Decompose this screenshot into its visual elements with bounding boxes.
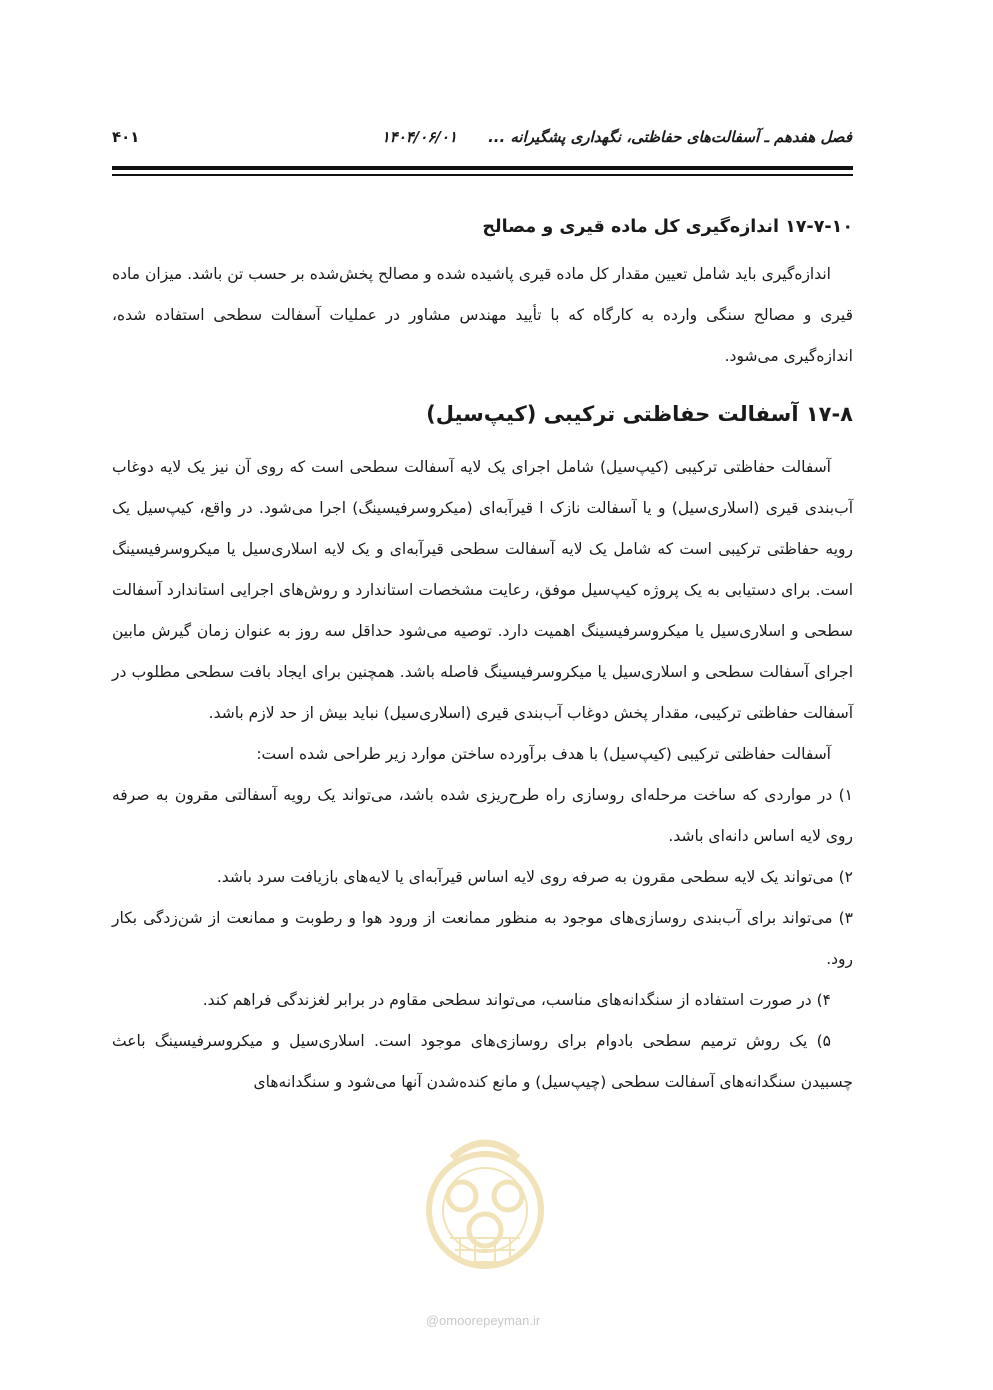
watermark-url: @omoorepeyman.ir — [425, 1313, 541, 1328]
page-body — [112, 212, 853, 1103]
list-item: ۱) در مواردی که ساخت مرحله‌ای روسازی راه طرح‌ریزی شده باشد، می‌تواند یک رویه آسفالتی مقرون به صرفه روی لایه اساس دانه‌ای باشد. — [112, 786, 853, 845]
section-paragraph-2: آسفالت حفاظتی ترکیبی (کیپ‌سیل) با هدف برآورده ساختن موارد زیر طراحی شده است: — [256, 745, 831, 763]
header-rule-thick — [112, 166, 853, 170]
list-item: ۲) می‌تواند یک لایه سطحی مقرون به صرفه روی لایه اساس قیرآبه‌ای یا لایه‌های بازیافت سرد باشد. — [216, 868, 853, 886]
watermark-logo-icon — [400, 1118, 570, 1288]
section-heading: ۱۷-۸ آسفالت حفاظتی ترکیبی (کیپ‌سیل) — [426, 402, 853, 426]
subsection-heading: ۱۷-۷-۱۰ اندازه‌گیری کل ماده قیری و مصالح — [482, 217, 853, 237]
section-paragraph-1: آسفالت حفاظتی ترکیبی (کیپ‌سیل) شامل اجرای یک لایه آسفالت سطحی است که روی آن نیز یک لایه دوغاب آب‌بندی قیری (اسلاری‌سیل) و یا آسفالت نازک ا قیرآبه‌ای (میکروسرفیسینگ) اجرا می‌شود. در واقع، کیپ‌سیل یک رویه حفاظتی ترکیبی است که شامل یک لایه آسفالت سطحی قیرآبه‌ای و یک لایه اسلاری‌سیل یا میکروسرفیسینگ است. برای دستیابی به یک پروژه کیپ‌سیل موفق، رعایت مشخصات استاندارد و روش‌های اجرایی استاندارد آسفالت سطحی و اسلاری‌سیل یا میکروسرفیسینگ اهمیت دارد. توصیه می‌شود حداقل سه روز به عنوان زمان گیرش مابین اجرای آسفالت سطحی و اسلاری‌سیل یا میکروسرفیسینگ فاصله باشد. همچنین برای ایجاد بافت سطحی مطلوب در آسفالت حفاظتی ترکیبی، مقدار پخش دوغاب آب‌بندی قیری (اسلاری‌سیل) نباید بیش از حد لازم باشد. — [112, 458, 853, 722]
list-item: ۵) یک روش ترمیم سطحی بادوام برای روسازی‌های موجود است. اسلاری‌سیل و میکروسرفیسینگ باعث چسبیدن سنگدانه‌های آسفالت سطحی (چیپ‌سیل) و مانع کنده‌شدن آنها می‌شود و سنگدانه‌های — [112, 1032, 853, 1091]
list-item: ۳) می‌تواند برای آب‌بندی روسازی‌های موجود به منظور ممانعت از ورود هوا و رطوبت و ممانعت از شن‌زدگی بکار رود. — [112, 909, 853, 968]
subsection-paragraph: اندازه‌گیری باید شامل تعیین مقدار کل ماده قیری پاشیده شده و مصالح پخش‌شده بر حسب تن باشد. میزان ماده قیری و مصالح سنگی وارده به کارگاه که با تأیید مهندس مشاور در عملیات آسفالت سطحی استفاده شده، اندازه‌گیری می‌شود. — [112, 265, 853, 365]
chapter-title: فصل هفدهم ـ آسفالت‌های حفاظتی، نگهداری پشگیرانه ... — [488, 128, 852, 146]
list-item: ۴) در صورت استفاده از سنگدانه‌های مناسب، می‌تواند سطحی مقاوم در برابر لغزندگی فراهم کند. — [202, 991, 831, 1009]
version-date: ۱۴۰۴/۰۶/۰۱ — [381, 128, 457, 146]
page-header — [112, 128, 852, 156]
page-number: ۴۰۱ — [112, 128, 140, 146]
header-rule-thin — [112, 174, 853, 176]
